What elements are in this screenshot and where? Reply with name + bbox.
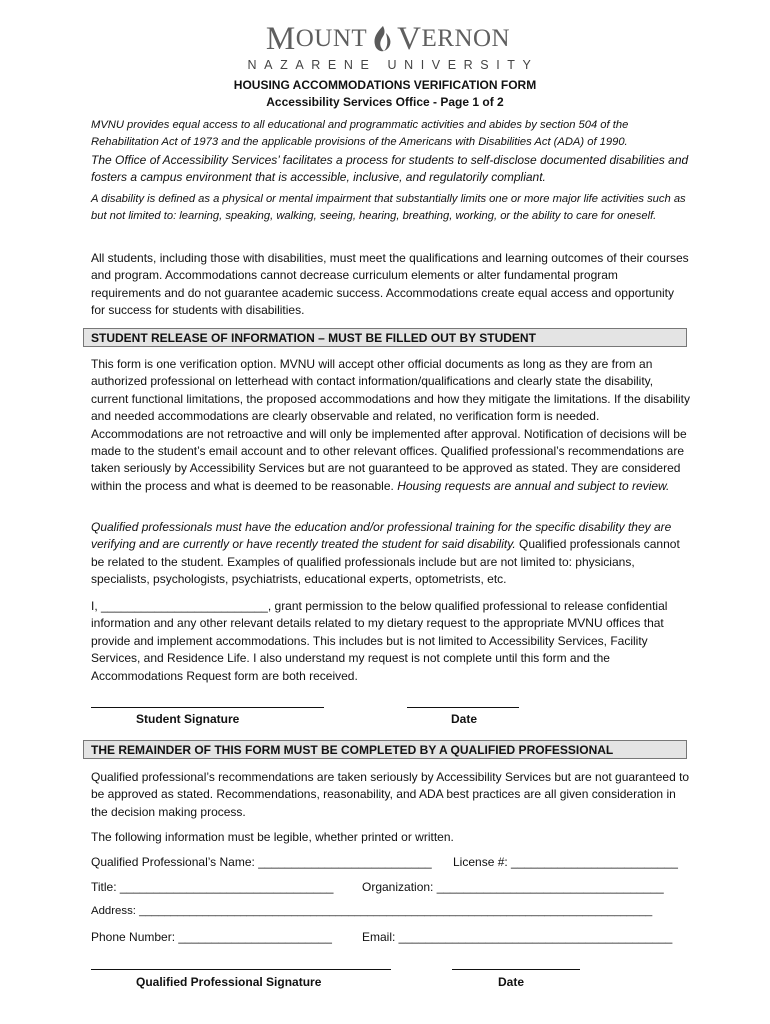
logo-word: ERNON <box>421 25 511 52</box>
section1-paragraph-2 <box>91 519 691 589</box>
license-number-field[interactable]: License #: _________________________ <box>453 855 678 869</box>
logo-word: OUNT <box>295 25 368 52</box>
section1-paragraph-2-text: Qualified professionals cannot be related to the student. Examples of qualified professionals include but are not limited to: physicians, specialists, psychologists, psychiatrists, educational experts, optometrists, etc. <box>91 537 680 587</box>
student-date-line[interactable] <box>407 707 519 708</box>
logo-letter: M <box>265 21 296 57</box>
student-signature-label: Student Signature <box>136 712 240 726</box>
logo-subtitle: NAZARENE UNIVERSITY <box>247 58 539 72</box>
student-date-label: Date <box>451 712 478 726</box>
phone-number-field[interactable]: Phone Number: _______________________ <box>91 930 332 944</box>
professional-name-field[interactable]: Qualified Professional’s Name: __________________________ <box>91 855 432 869</box>
university-logo <box>0 22 770 72</box>
section1-paragraph-1-text: This form is one verification option. MVNU will accept other official documents as long as they are from an authorized professional on letterhead with contact information/qualifications and clearly state the disability, current functional limitations, the proposed accommodations and how they mitigate the limitations. If the disability and needed accommodations are clearly observable and related, no verification form is needed. Accommodations are not retroactive and will only be implemented after approval. Notification of decisions will be made to the student’s email account and to other relevant offices. Qualified professional’s recommendations are taken seriously by Accessibility Services but are not guaranteed to be approved as stated. They are considered within the process and what is deemed to be reasonable. <box>91 357 690 493</box>
section-heading-student: STUDENT RELEASE OF INFORMATION – MUST BE FILLED OUT BY STUDENT <box>83 328 687 347</box>
form-title: HOUSING ACCOMMODATIONS VERIFICATION FORM <box>233 78 537 92</box>
logo-letter: V <box>397 21 422 57</box>
intro-paragraph-4: All students, including those with disabilities, must meet the qualifications and learning outcomes of their courses and program. Accommodations cannot decrease curriculum elements or alter fundamental program requirements and do not guarantee academic success. Accommodations create equal access and opportunity for success for students with disabilities. <box>91 251 689 318</box>
intro-paragraph-3: A disability is defined as a physical or mental impairment that substantially limits one or more major life activities such as but not limited to: learning, speaking, walking, seeing, hearing, breathing, working, or the ability to care for oneself. <box>91 193 686 222</box>
email-field[interactable]: Email: _________________________________________ <box>362 930 673 944</box>
professional-signature-label: Qualified Professional Signature <box>136 975 322 989</box>
section2-paragraph-1: Qualified professional’s recommendations are taken seriously by Accessibility Services but are not guaranteed to be approved as stated. Recommendations, reasonability, and ADA best practices are all given consideration in the decision making process. <box>91 770 690 819</box>
section1-paragraph-2-italic: Qualified professionals must have the education and/or professional training for the specific disability they are verifying and are currently or have recently treated the student for said disability. <box>91 520 672 552</box>
section-heading-professional: THE REMAINDER OF THIS FORM MUST BE COMPLETED BY A QUALIFIED PROFESSIONAL <box>83 740 687 759</box>
organization-field[interactable]: Organization: __________________________________ <box>362 880 664 894</box>
flame-icon <box>369 24 395 54</box>
intro-paragraph-2: The Office of Accessibility Services’ facilitates a process for students to self-disclose documented disabilities and fosters a campus environment that is accessible, inclusive, and regulatorily compliant. <box>91 153 689 185</box>
section2-paragraph-2: The following information must be legible, whether printed or written. <box>91 830 454 844</box>
student-signature-line[interactable] <box>91 707 324 708</box>
section1-paragraph-1 <box>91 356 691 495</box>
form-subtitle: Accessibility Services Office - Page 1 of 2 <box>266 95 504 109</box>
professional-signature-line[interactable] <box>91 969 391 970</box>
professional-date-line[interactable] <box>452 969 580 970</box>
address-field[interactable]: Address: _________________________________________________________________________________ <box>91 905 653 917</box>
professional-date-label: Date <box>498 975 525 989</box>
logo-wordmark <box>6 22 770 56</box>
intro-paragraph-1: MVNU provides equal access to all educational and programmatic activities and abides by section 504 of the Rehabilitation Act of 1973 and the applicable provisions of the Americans with Disabilities Act (ADA) of 1990. <box>91 119 629 148</box>
section1-paragraph-1-italic: Housing requests are annual and subject to review. <box>397 478 670 493</box>
professional-title-field[interactable]: Title: ________________________________ <box>91 880 334 894</box>
section1-paragraph-3: I, _________________________, grant permission to the below qualified professional to release confidential information and any other relevant details related to my dietary request to the appropriate MVNU offices that provide and implement accommodations. This includes but is not limited to Accessibility Services, Facility Services, and Residence Life. I also understand my request is not complete until this form and the Accommodations Request form are both received. <box>91 599 668 683</box>
